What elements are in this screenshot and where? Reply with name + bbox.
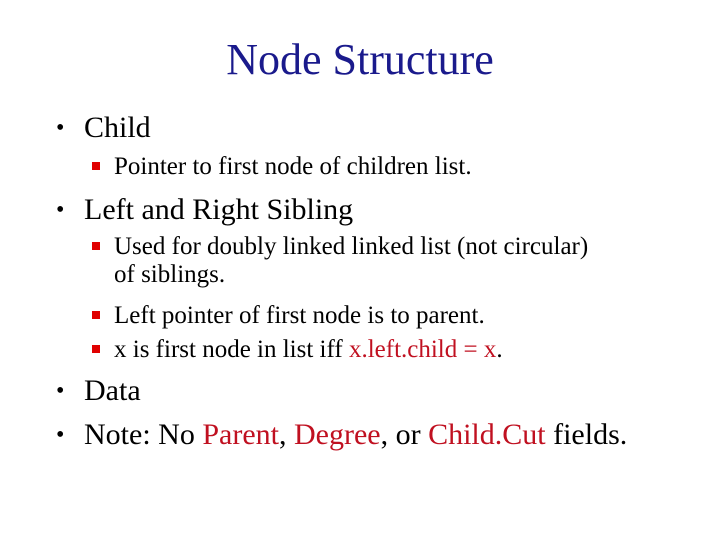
note-prefix: Note: No [84, 418, 203, 451]
highlight-childcut: Child.Cut [428, 418, 546, 451]
sub-bullet-doubly-linked-line2: of siblings. [114, 261, 226, 288]
square-bullet-icon [92, 311, 100, 319]
square-bullet-icon [92, 345, 100, 353]
bullet-dot-icon: • [56, 115, 65, 141]
bullet-dot-icon: • [56, 197, 65, 223]
highlight-x-left-child: x.left.child = x [348, 336, 497, 363]
sub-bullet-first-node [114, 335, 503, 364]
note-suffix: fields. [545, 418, 628, 451]
sub-bullet-left-pointer: Left pointer of first node is to parent. [114, 302, 485, 329]
bullet-dot-icon: • [56, 378, 65, 404]
sub-bullet-first-node-text: x is first node in list iff [114, 336, 349, 363]
sub-bullet-first-node-period: . [496, 336, 503, 363]
square-bullet-icon [92, 162, 100, 170]
note-separator-1: , [278, 418, 294, 451]
highlight-parent: Parent [202, 418, 279, 451]
highlight-degree: Degree [293, 418, 381, 451]
sub-bullet-doubly-linked-line1: Used for doubly linked linked list (not circular) [114, 233, 589, 260]
bullet-dot-icon: • [56, 422, 65, 448]
bullet-data: Data [84, 374, 141, 407]
bullet-note [84, 418, 627, 452]
note-separator-2: , or [380, 418, 429, 451]
square-bullet-icon [92, 242, 100, 250]
sub-bullet-child-pointer: Pointer to first node of children list. [114, 153, 472, 180]
bullet-siblings: Left and Right Sibling [84, 193, 354, 226]
bullet-child: Child [84, 111, 151, 144]
slide-title: Node Structure [226, 35, 494, 84]
